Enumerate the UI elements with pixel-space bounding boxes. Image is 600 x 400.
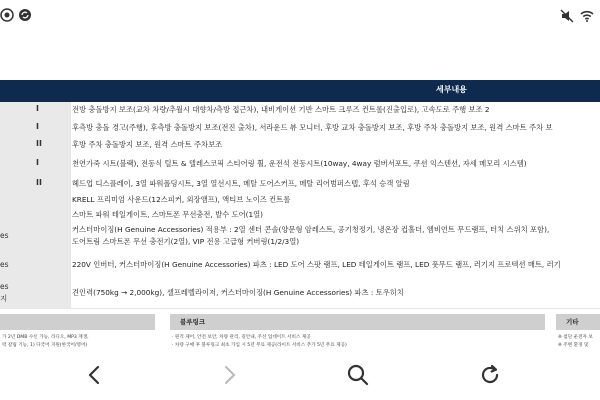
row-text: 후측방 충돌 경고(주행), 후측방 충돌방지 보조(전진 출차), 서라운드 뷰 모니터, 후방 교차 충돌방지 보조, 후방 주차 충돌방지 보조, 원격 스마트 주차 보	[72, 123, 553, 132]
row-category: es	[0, 231, 9, 240]
row-text-continued: 도어트림 스마트폰 무선 충전기(2열), VIP 전용 고급형 커버링(1/2/3열)	[72, 237, 300, 246]
section-middle-line: · 차량 구매 후 블루링크 최초 가입 시 5년 무료 제공(라이트 서비스 추가 5년 무료 제공)	[172, 343, 347, 348]
table-row	[0, 250, 600, 279]
row-text: 전방 충돌방지 보조(교차 차량/추월시 대향차/측방 접근차), 내비게이션 기반 스마트 크루즈 컨트롤(진출입로), 고속도로 주행 보조 2	[72, 105, 490, 114]
section-title-bluelink: 블루링크	[180, 318, 206, 326]
sync-icon	[18, 8, 32, 22]
table-row	[0, 192, 600, 208]
wifi-icon	[580, 9, 594, 23]
section-title-etc: 기타	[566, 318, 579, 326]
section-right-line: ※ 첨단 운전자 보	[558, 335, 593, 340]
section-bar-middle	[170, 314, 545, 330]
table-row	[0, 207, 600, 222]
row-level: I	[36, 104, 39, 113]
section-left-line: 가 2년 DMB 수신 가능, 라디오, MP3 재생,	[2, 335, 89, 340]
section-bar-left	[0, 314, 155, 330]
row-text: 커스터마이징(H Genuine Accessories) 적용부 : 2열 센터 콘솔(양문형 암레스트, 공기청정기, 냉온장 컵홀더, 엠비언트 무드램프, 터치 스위치 포함),	[72, 225, 550, 234]
table-row	[0, 174, 600, 193]
row-text: 견인력(750kg → 2,000kg), 셀프레벨라이저, 커스터마이징(H Genuine Accessories) 파츠 : 토우히치	[72, 288, 404, 297]
refresh-button[interactable]	[477, 362, 503, 388]
table-row	[0, 152, 600, 175]
row-category-continued: 지	[0, 294, 8, 303]
table-row	[0, 117, 600, 138]
row-level: I	[36, 158, 39, 167]
table-header	[0, 80, 600, 102]
row-text: 220V 인버터, 커스터마이징(H Genuine Accessories) 파츠 : LED 도어 스팟 램프, LED 테일게이트 램프, LED 풋무드 램프, 러기지 프로텍션 매트, 러기	[72, 260, 561, 269]
row-text: KRELL 프리미엄 사운드(12스피커, 외장앰프), 액티브 노이즈 컨트롤	[72, 195, 291, 204]
row-text: 천연가죽 시트(블랙), 전동식 틸트 & 텔레스코픽 스티어링 휠, 운전석 전동시트(10way, 4way 럼버서포트, 쿠션 익스텐션, 자세 메모리 시스템)	[72, 159, 527, 168]
notification-icon	[0, 8, 14, 22]
spec-table	[0, 80, 600, 310]
back-button[interactable]	[82, 362, 108, 388]
table-row	[0, 221, 600, 251]
section-right-line: ※ 주변 환경 및	[558, 343, 589, 348]
status-bar	[0, 0, 600, 34]
table-row	[0, 278, 600, 309]
header-label: 세부내용	[436, 85, 467, 94]
row-level: I	[36, 122, 39, 131]
row-level: II	[36, 178, 42, 187]
section-bar-right	[556, 314, 600, 330]
mute-icon	[560, 9, 574, 23]
row-text: 후방 주차 충돌방지 보조, 원격 스마트 주차보조	[72, 140, 223, 149]
table-row	[0, 137, 600, 153]
section-left-line: 럭 갈림 기능, 1) 다국어 지원(한국어/영어)	[2, 343, 88, 348]
row-level: II	[36, 139, 42, 148]
row-text: 스마트 파워 테일게이트, 스마트폰 무선충전, 발수 도어(1열)	[72, 210, 264, 219]
row-text: 헤드업 디스플레이, 3열 파워폴딩시트, 3열 열선시트, 메탈 도어스커프, 메탈 리어범퍼스텝, 후석 승객 알림	[72, 179, 410, 188]
bottom-navigation	[0, 350, 600, 400]
forward-button[interactable]	[216, 362, 242, 388]
section-middle-line: · 원격 제어, 안전 보안, 차량 관리, 길안내, 주선 업데이트 서비스 제공	[172, 335, 311, 340]
row-category: es	[0, 282, 9, 291]
table-row	[0, 102, 600, 118]
search-button[interactable]	[345, 362, 371, 388]
row-category: es	[0, 260, 9, 269]
